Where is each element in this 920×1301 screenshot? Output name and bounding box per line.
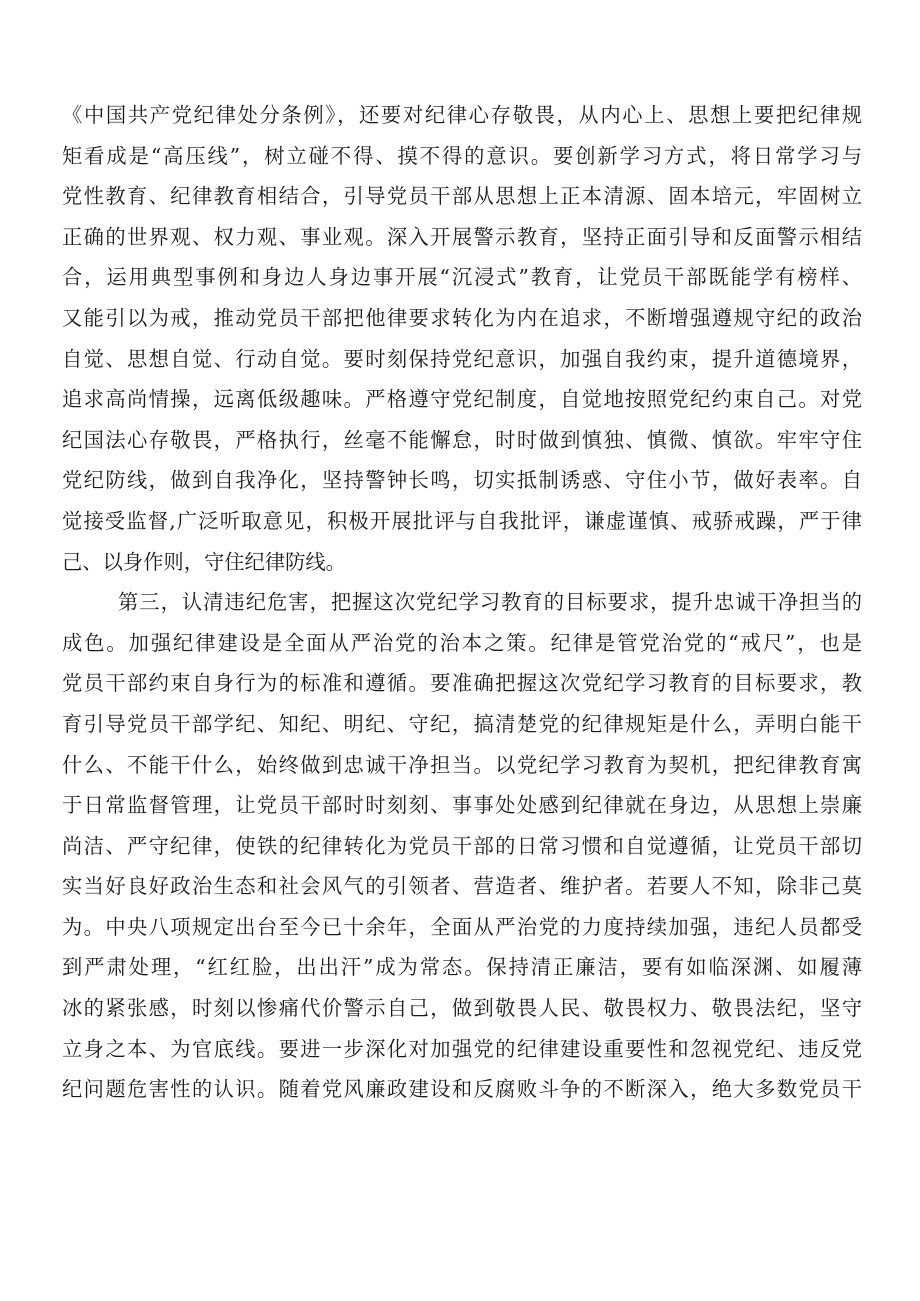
text-line: 又能引以为戒，推动党员干部把他律要求转化为内在追求，不断增强遵规守纪的政治 — [62, 305, 862, 330]
text-line: 成色。加强纪律建设是全面从严治党的治本之策。纪律是管党治党的“戒尺”，也是 — [62, 630, 862, 655]
paragraph-first-line: 第三，认清违纪危害，把握这次党纪学习教育的目标要求，提升忠诚干净担当的 — [118, 590, 862, 615]
text-line: 实当好良好政治生态和社会风气的引领者、营造者、维护者。若要人不知，除非己莫 — [62, 874, 862, 899]
document-body — [62, 95, 862, 1110]
text-line: 追求高尚情操，远离低级趣味。严格遵守党纪制度，自觉地按照党纪约束自己。对党 — [62, 387, 862, 412]
text-line: 尚洁、严守纪律，使铁的纪律转化为党员干部的日常习惯和自觉遵循，让党员干部切 — [62, 833, 862, 858]
text-line: 矩看成是“高压线”，树立碰不得、摸不得的意识。要创新学习方式，将日常学习与 — [62, 143, 862, 168]
text-line: 冰的紧张感，时刻以惨痛代价警示自己，做到敬畏人民、敬畏权力、敬畏法纪，坚守 — [62, 996, 862, 1021]
text-line: 为。中央八项规定出台至今已十余年，全面从严治党的力度持续加强，违纪人员都受 — [62, 914, 862, 939]
text-line: 什么、不能干什么，始终做到忠诚干净担当。以党纪学习教育为契机，把纪律教育寓 — [62, 752, 862, 777]
text-line: 纪问题危害性的认识。随着党风廉政建设和反腐败斗争的不断深入，绝大多数党员干 — [62, 1077, 862, 1102]
text-line: 党员干部约束自身行为的标准和遵循。要准确把握这次党纪学习教育的目标要求，教 — [62, 671, 862, 696]
text-line: 于日常监督管理，让党员干部时时刻刻、事事处处感到纪律就在身边，从思想上崇廉 — [62, 793, 862, 818]
paragraph-end-line: 己、以身作则，守住纪律防线。 — [62, 549, 346, 574]
text-line: 《中国共产党纪律处分条例》，还要对纪律心存敬畏，从内心上、思想上要把纪律规 — [62, 103, 862, 127]
text-line: 育引导党员干部学纪、知纪、明纪、守纪，搞清楚党的纪律规矩是什么，弄明白能干 — [62, 711, 862, 736]
text-line: 自觉、思想自觉、行动自觉。要时刻保持党纪意识，加强自我约束，提升道德境界， — [62, 346, 862, 371]
text-line: 党性教育、纪律教育相结合，引导党员干部从思想上正本清源、固本培元，牢固树立 — [62, 184, 862, 209]
text-line: 觉接受监督,广泛听取意见，积极开展批评与自我批评，谦虚谨慎、戒骄戒躁，严于律 — [62, 508, 862, 533]
text-line: 到严肃处理，“红红脸，出出汗”成为常态。保持清正廉洁，要有如临深渊、如履薄 — [62, 955, 862, 980]
text-line: 正确的世界观、权力观、事业观。深入开展警示教育，坚持正面引导和反面警示相结 — [62, 224, 862, 249]
text-line: 合，运用典型事例和身边人身边事开展“沉浸式”教育，让党员干部既能学有榜样、 — [62, 265, 862, 290]
text-line: 党纪防线，做到自我净化，坚持警钟长鸣，切实抵制诱惑、守住小节，做好表率。自 — [62, 468, 862, 493]
text-line: 立身之本、为官底线。要进一步深化对加强党的纪律建设重要性和忽视党纪、违反党 — [62, 1036, 862, 1061]
text-line: 纪国法心存敬畏，严格执行，丝毫不能懈怠，时时做到慎独、慎微、慎欲。牢牢守住 — [62, 427, 862, 452]
